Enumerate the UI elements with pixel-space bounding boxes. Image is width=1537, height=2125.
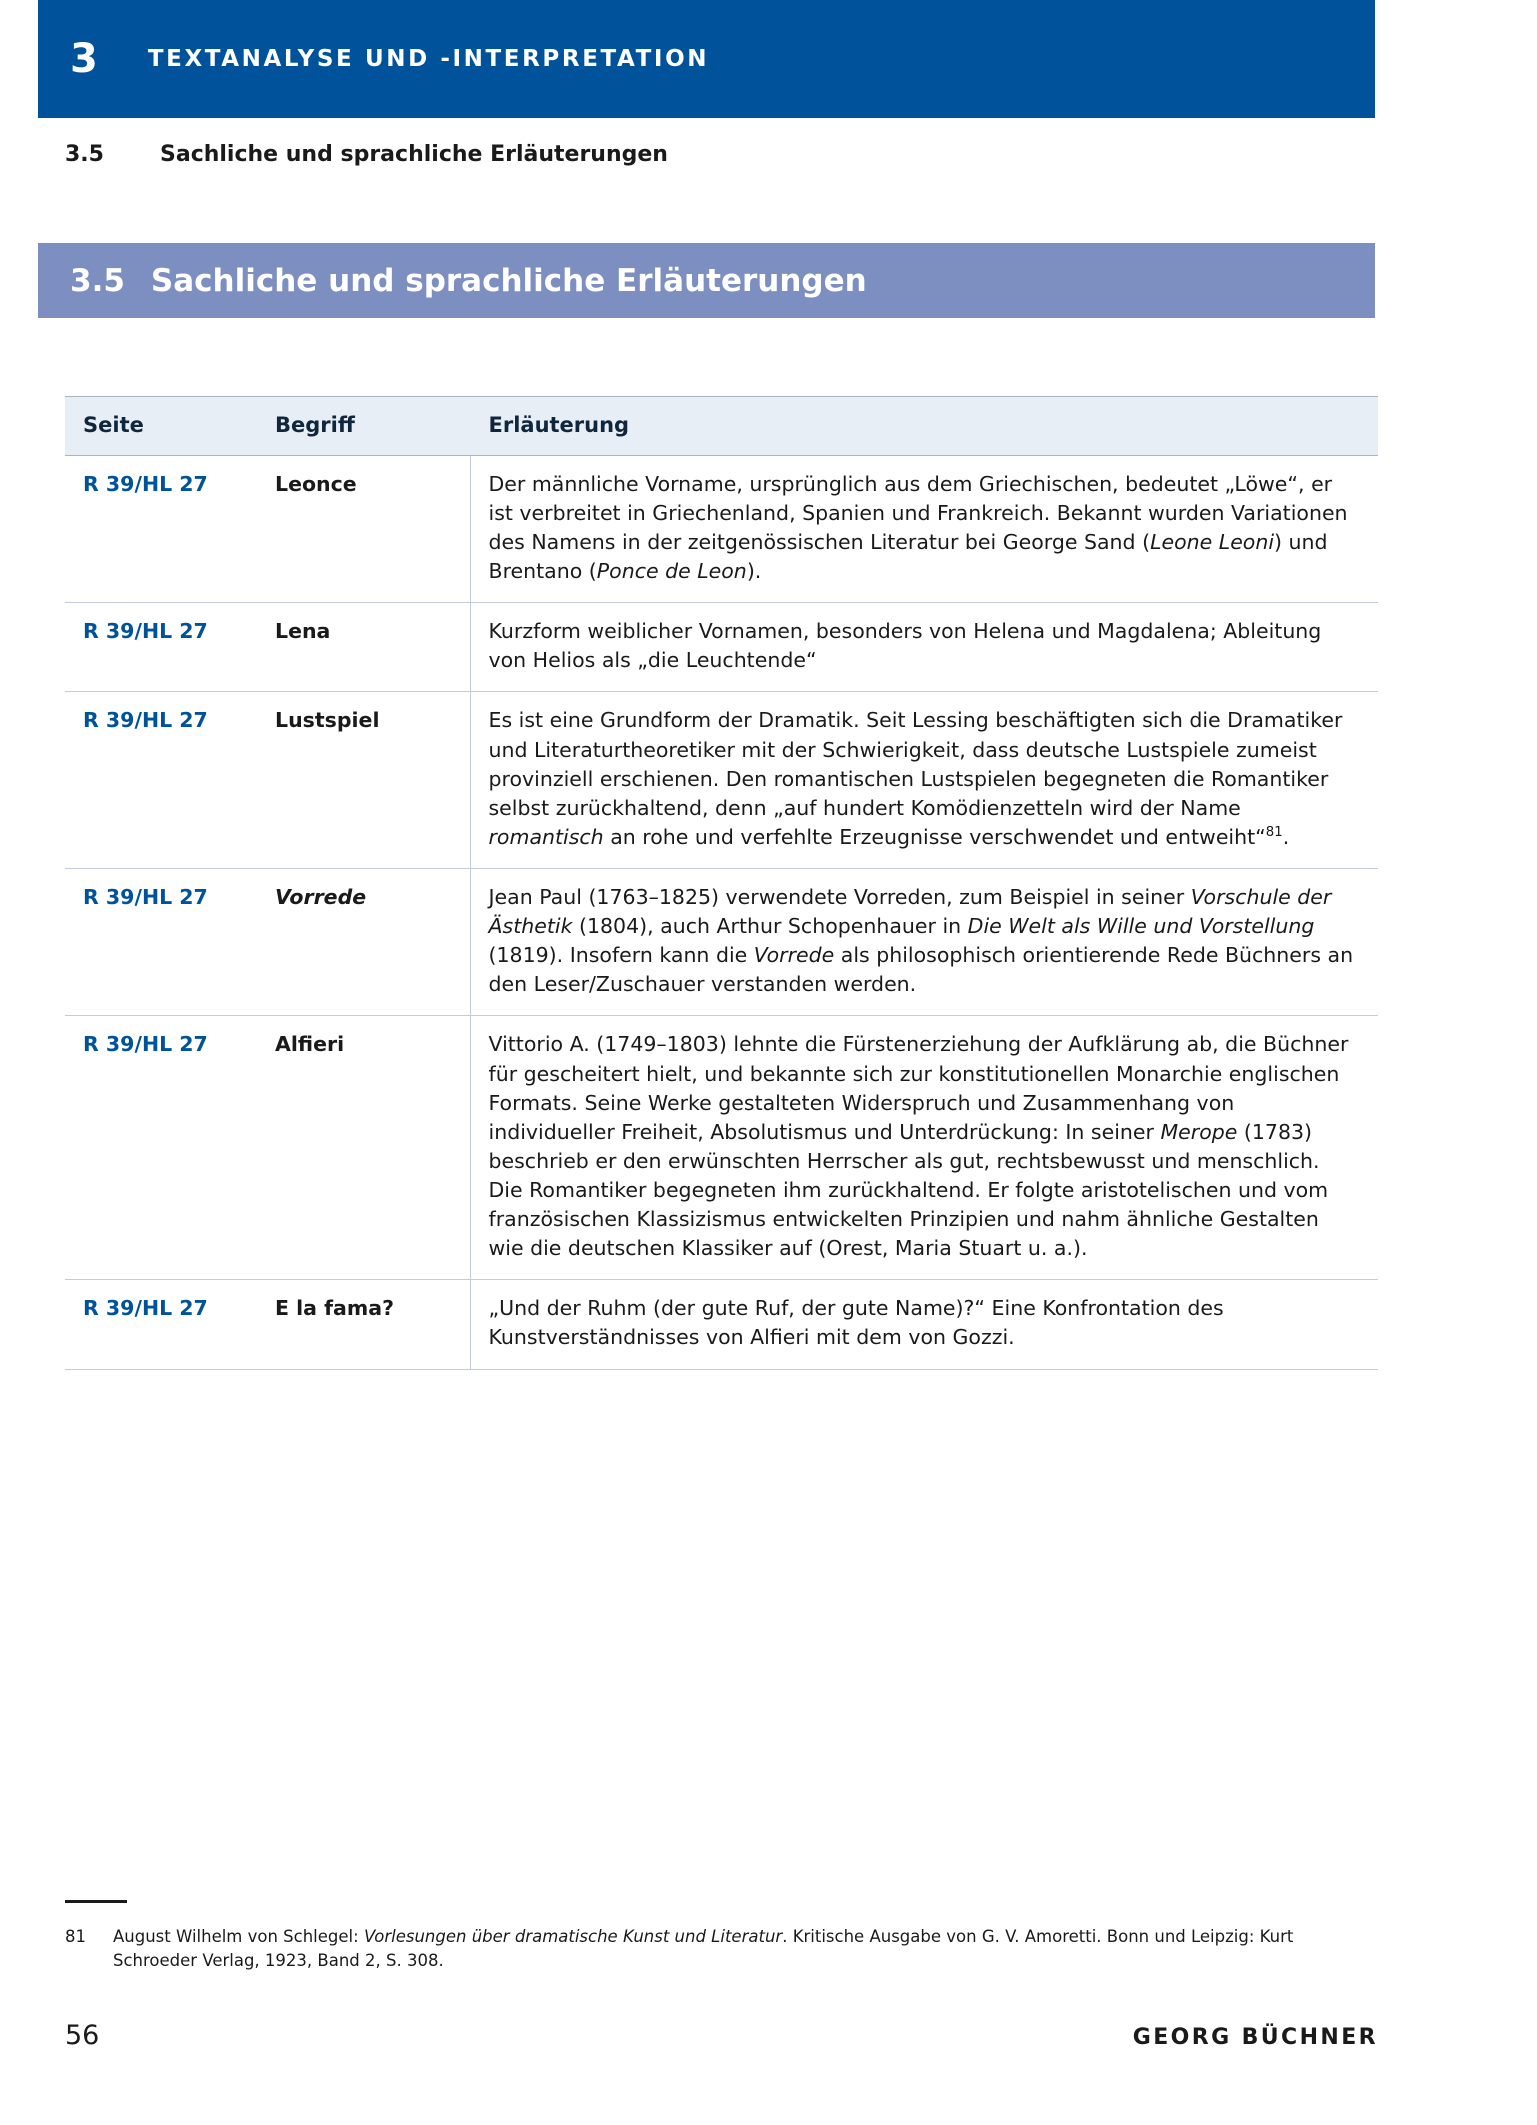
table-row <box>65 692 1378 869</box>
table-body <box>65 455 1378 1369</box>
cell-erlaeuterung: Vittorio A. (1749–1803) lehnte die Fürstenerziehung der Aufklärung ab, die Büchner für gescheitert hielt, und bekannte sich zur konstitutionellen Monarchie englischen Formats. Seine Werke gestalteten Widerspruch und Zusammenhang von individueller Freiheit, Absolutismus und Unterdrückung: In seiner Merope (1783) beschrieb er den erwünschten Herrscher als gut, rechtsbewusst und menschlich. Die Romantiker begegneten ihm zurückhaltend. Er folgte aristotelischen und vom französischen Klassizismus entwickelten Prinzipien und nahm ähnliche Gestalten wie die deutschen Klassiker auf (Orest, Maria Stuart u. a.). <box>470 1016 1378 1280</box>
running-head-title: Sachliche und sprachliche Erläuterungen <box>160 142 668 167</box>
cell-seite: R 39/HL 27 <box>65 1280 257 1369</box>
cell-begriff: Lustspiel <box>257 692 470 869</box>
cell-begriff: E la fama? <box>257 1280 470 1369</box>
footer-brand: GEORG BÜCHNER <box>1132 2025 1378 2050</box>
column-header-seite: Seite <box>65 397 257 456</box>
page-footer <box>65 2020 1378 2051</box>
footnote-separator <box>65 1900 127 1903</box>
section-title: Sachliche und sprachliche Erläuterungen <box>150 262 867 299</box>
cell-erlaeuterung: Es ist eine Grundform der Dramatik. Seit Lessing beschäftigten sich die Dramatiker und Literaturtheoretiker mit der Schwierigkeit, dass deutsche Lustspiele zumeist provinziell erschienen. Den romantischen Lustspielen begegneten die Romantiker selbst zurückhaltend, denn „auf hundert Komödienzetteln wird der Name romantisch an rohe und verfehlte Erzeugnisse verschwendet und entweiht“$^{81}$. <box>470 692 1378 869</box>
table-row <box>65 1280 1378 1369</box>
cell-erlaeuterung: Jean Paul (1763–1825) verwendete Vorreden, zum Beispiel in seiner Vorschule der Ästhetik (1804), auch Arthur Schopenhauer in Die Welt als Wille und Vorstellung (1819). Insofern kann die Vorrede als philosophisch orientierende Rede Büchners an den Leser/Zuschauer verstanden werden. <box>470 869 1378 1016</box>
chapter-number: 3 <box>70 36 98 82</box>
cell-begriff: Lena <box>257 603 470 692</box>
cell-erlaeuterung: Kurzform weiblicher Vornamen, besonders von Helena und Magdalena; Ableitung von Helios als „die Leuchtende“ <box>470 603 1378 692</box>
cell-seite: R 39/HL 27 <box>65 869 257 1016</box>
cell-seite: R 39/HL 27 <box>65 692 257 869</box>
cell-erlaeuterung: „Und der Ruhm (der gute Ruf, der gute Name)?“ Eine Konfrontation des Kunstverständnisses von Alfieri mit dem von Gozzi. <box>470 1280 1378 1369</box>
chapter-title: TEXTANALYSE UND -INTERPRETATION <box>147 46 710 72</box>
running-head-number: 3.5 <box>65 142 104 167</box>
page-number: 56 <box>65 2020 100 2051</box>
footnote <box>65 1925 1378 1973</box>
column-header-erlaeuterung: Erläuterung <box>470 397 1378 456</box>
cell-erlaeuterung: Der männliche Vorname, ursprünglich aus dem Griechischen, bedeutet „Löwe“, er ist verbreitet in Griechenland, Spanien und Frankreich. Bekannt wurden Variationen des Namens in der zeitgenössischen Literatur bei George Sand (Leone Leoni) und Brentano (Ponce de Leon). <box>470 455 1378 602</box>
table-header <box>65 397 1378 456</box>
section-title-band <box>38 243 1375 318</box>
cell-seite: R 39/HL 27 <box>65 455 257 602</box>
cell-seite: R 39/HL 27 <box>65 1016 257 1280</box>
running-head <box>65 142 1365 167</box>
column-header-begriff: Begriff <box>257 397 470 456</box>
section-number: 3.5 <box>70 262 125 299</box>
table-row <box>65 603 1378 692</box>
footnote-number: 81 <box>65 1927 86 1946</box>
chapter-header-bar <box>38 0 1375 118</box>
cell-begriff: Vorrede <box>257 869 470 1016</box>
table-row <box>65 1016 1378 1280</box>
table-row <box>65 869 1378 1016</box>
table-row <box>65 455 1378 602</box>
glossary-table <box>65 396 1378 1370</box>
cell-seite: R 39/HL 27 <box>65 603 257 692</box>
footnote-text: August Wilhelm von Schlegel: Vorlesungen über dramatische Kunst und Literatur. Kritische Ausgabe von G. V. Amoretti. Bonn und Leipzig: Kurt Schroeder Verlag, 1923, Band 2, S. 308. <box>113 1927 1294 1970</box>
cell-begriff: Leonce <box>257 455 470 602</box>
table-header-row <box>65 397 1378 456</box>
cell-begriff: Alfieri <box>257 1016 470 1280</box>
